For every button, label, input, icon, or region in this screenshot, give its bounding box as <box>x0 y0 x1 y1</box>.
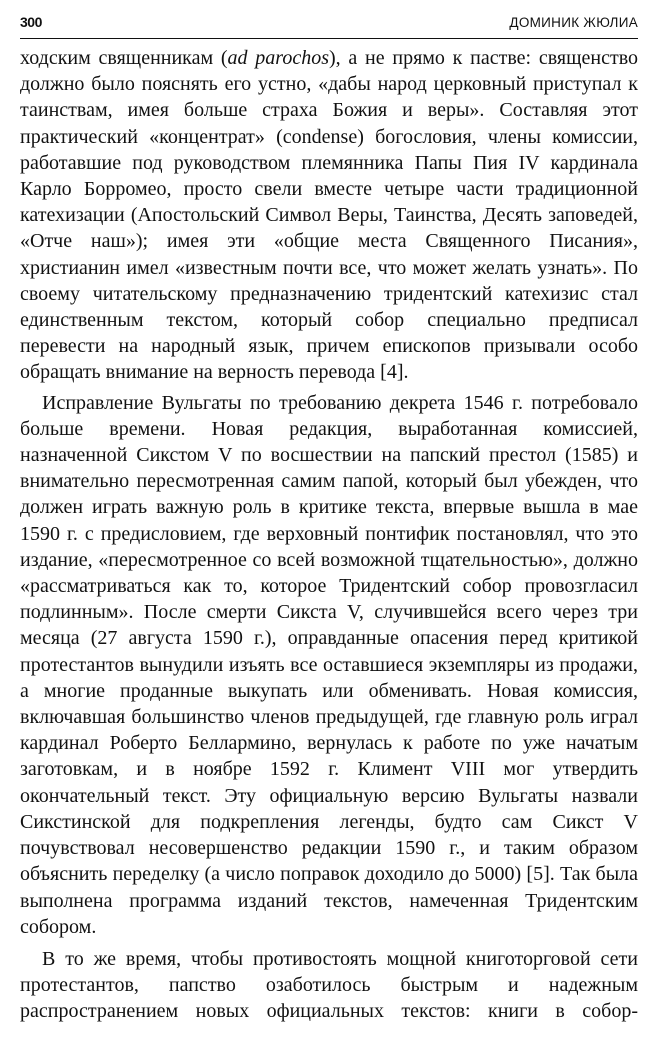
paragraph-text-rest: ), а не прямо к пастве: священство должно было пояснять его устно, «дабы народ церковный приступал к таинствам, имея больше страха Божия и веры». Составляя этот практический «концентрат» (condense) богословия, члены комиссии, работавшие под руководством племянника Папы Пия IV кардинала Карло Борромео, просто свели вместе четыре части традиционной катехизации (Апостольский Символ Веры, Таинства, Десять заповедей, «Отче наш»); имея эти «общие места Священного Писания», христианин имел «известным почти все, что может желать узнать». По своему читательскому предназначению тридентский катехизис стал единственным текстом, который собор специально предписал перевести на народный язык, причем епископов призывали особо обращать внимание на верность перевода [4]. <box>20 47 638 384</box>
latin-term: ad parochos <box>227 47 329 69</box>
body-text <box>20 45 638 1025</box>
paragraph-continued <box>20 45 638 386</box>
page-number: 300 <box>20 14 42 30</box>
running-title: ДОМИНИК ЖЮЛИА <box>509 15 638 30</box>
paragraph-text-start: ходским священникам ( <box>20 47 228 69</box>
book-page <box>20 12 638 1052</box>
paragraph-distribution: В то же время, чтобы противостоять мощной книготорговой сети протестантов, папство озаботилось быстрым и надежным распространением новых официальных текстов: книги в собор- <box>20 947 638 1023</box>
paragraph-vulgate: Исправление Вульгаты по требованию декрета 1546 г. потребовало больше времени. Новая редакция, выработанная комиссией, назначенной Сикстом V по восшествии на папский престол (1585) и внимательно пересмотренная самим папой, который был убежден, что должен играть важную роль в критике текста, впервые вышла в мае 1590 г. с предисловием, где верховный понтифик постановлял, что это издание, «пересмотренное со всей возможной тщательностью», должно «рассматриваться как то, которое Тридентский собор провозгласил подлинным». После смерти Сикста V, случившейся всего через три месяца (27 августа 1590 г.), оправданные опасения перед критикой протестантов вынудили изъять все оставшиеся экземпляры из продажи, а многие проданные выкупать или обменивать. Новая комиссия, включавшая большинство членов предыдущей, где главную роль играл кардинал Роберто Беллармино, вернулась к работе по уже начатым заготовкам, и в ноябре 1592 г. Климент VIII мог утвердить окончательный текст. Эту официальную версию Вульгаты назвали Сикстинской для подкрепления легенды, будто сам Сикст V почувствовал несовершенство редакции 1590 г., и таким образом объяснить переделку (а число поправок доходило до 5000) [5]. Так была выполнена программа изданий текстов, намеченная Тридентским собором. <box>20 391 638 938</box>
running-header <box>20 12 638 39</box>
